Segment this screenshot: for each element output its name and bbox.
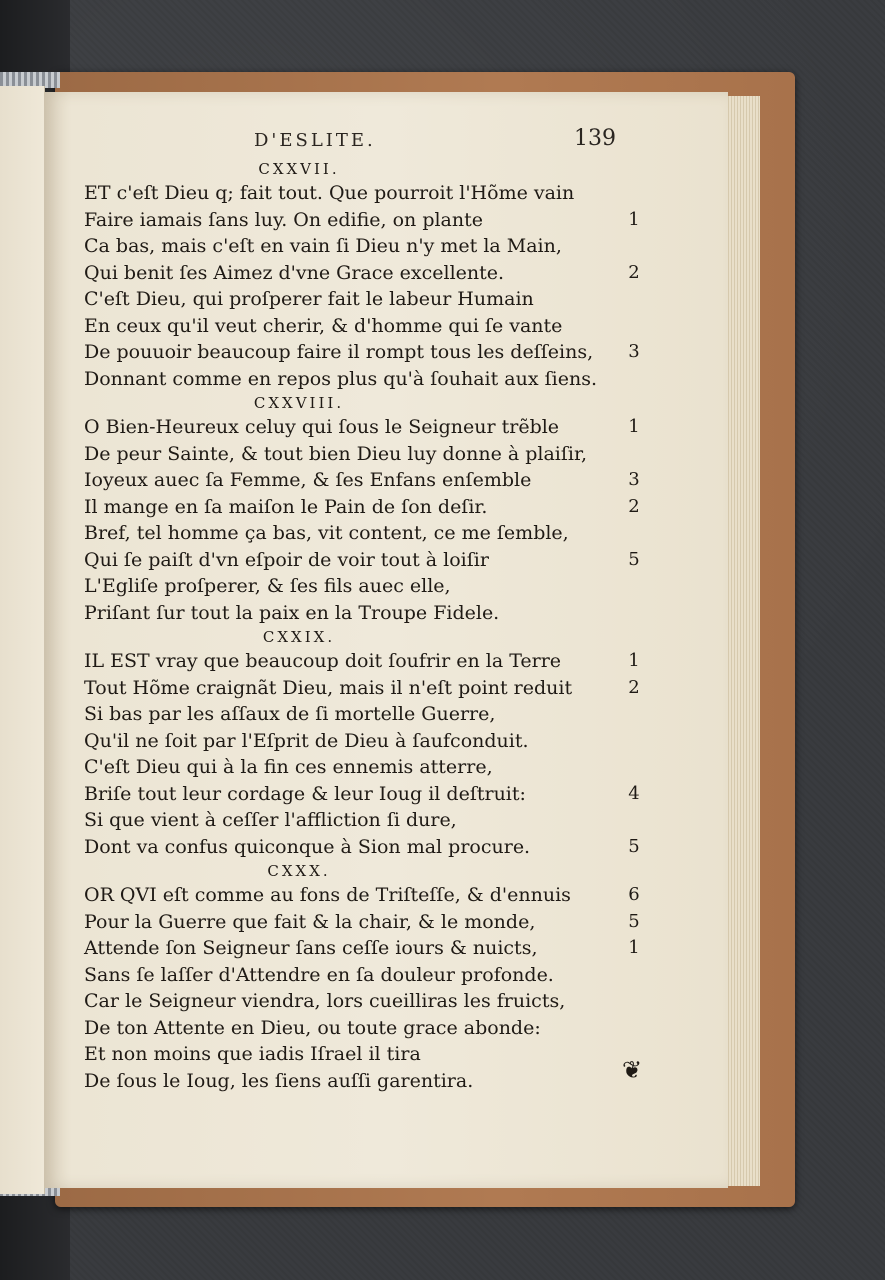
book-page <box>44 92 728 1188</box>
verse-text: Si bas par les aſſaux de ſi mortelle Guerre, <box>84 703 496 725</box>
verse-text: IL EST vray que beaucoup doit ſoufrir en la Terre <box>84 650 562 672</box>
marginal-numeral: 6 <box>628 884 640 905</box>
verse-line <box>84 339 684 366</box>
section-number: CXXIX. <box>262 628 336 646</box>
section-number: CXXVII. <box>258 160 340 178</box>
verse-line <box>84 414 684 441</box>
verse-line <box>84 701 684 728</box>
verse-text: De peur Sainte, & tout bien Dieu luy donne à plaiſir, <box>84 442 588 465</box>
verse-line <box>84 233 684 260</box>
running-head-title: D'ESLITE. <box>254 130 376 151</box>
verse-line <box>84 573 684 600</box>
verse-text: Et non moins que iadis Iſrael il tira <box>84 1043 421 1065</box>
marginal-numeral: 5 <box>628 548 640 570</box>
verse-line <box>84 834 684 861</box>
verse-line <box>84 313 684 340</box>
verse-line <box>84 207 684 234</box>
verse-text: Car le Seigneur viendra, lors cueilliras les fruicts, <box>84 990 566 1012</box>
verse-line <box>84 935 684 962</box>
section-number: CXXX. <box>267 862 331 880</box>
verse-text: Attende ſon Seigneur ſans ceſſe iours & nuicts, <box>84 937 538 959</box>
verse-line <box>84 1068 684 1095</box>
verse-text: C'eſt Dieu qui à la fin ces ennemis atterre, <box>84 756 493 778</box>
marginal-numeral: 2 <box>628 495 640 517</box>
verse-text: Sans ſe laſſer d'Attendre en ſa douleur profonde. <box>84 963 554 986</box>
facing-page-edge <box>0 86 45 1194</box>
verse-line <box>84 807 684 834</box>
verse-line <box>84 909 684 936</box>
page-number: 139 <box>574 126 616 151</box>
verse-line <box>84 494 684 521</box>
marginal-numeral: 4 <box>628 782 640 804</box>
marginal-numeral: 5 <box>628 835 640 857</box>
verse-text: Tout Hõme craignãt Dieu, mais il n'eſt point reduit <box>84 676 573 699</box>
verse-text: Priſant ſur tout la paix en la Troupe Fidele. <box>84 601 500 624</box>
marginal-numeral: 3 <box>628 341 640 362</box>
verse-text: Qui benit ſes Aimez d'vne Grace excellente. <box>84 261 505 284</box>
verse-text: Pour la Guerre que fait & la chair, & le monde, <box>84 910 536 933</box>
verse-line <box>84 520 684 547</box>
marginal-numeral: 1 <box>628 416 640 437</box>
verse-text: O Bien-Heureux celuy qui ſous le Seigneur trẽble <box>84 416 560 438</box>
verse-text: Si que vient à ceſſer l'affliction ſi dure, <box>84 809 457 831</box>
verse-text: De ton Attente en Dieu, ou toute grace abonde: <box>84 1016 541 1039</box>
verse-line <box>84 648 684 675</box>
verse-text: ET c'eſt Dieu q; fait tout. Que pourroit l'Hõme vain <box>84 182 575 204</box>
verse-text: En ceux qu'il veut cherir, & d'homme qui ſe vante <box>84 314 563 337</box>
running-head <box>44 126 728 158</box>
verse-line <box>84 467 684 494</box>
verse-text: Faire iamais ſans luy. On edifie, on plante <box>84 208 483 231</box>
verse-line <box>84 781 684 808</box>
verse-line <box>84 180 684 207</box>
verse-text: Bref, tel homme ça bas, vit content, ce me ſemble, <box>84 522 569 544</box>
marginal-numeral: 5 <box>628 910 640 932</box>
marginal-numeral: 3 <box>628 469 640 490</box>
verse-text: C'eſt Dieu, qui proſperer fait le labeur Humain <box>84 288 534 310</box>
verse-line <box>84 882 684 909</box>
verse-text: Ioyeux auec ſa Femme, & ſes Enfans enſemble <box>84 469 532 491</box>
verse-line <box>84 286 684 313</box>
verse-line <box>84 547 684 574</box>
verse-line <box>84 600 684 627</box>
verse-text: Briſe tout leur cordage & leur Ioug il deſtruit: <box>84 782 526 805</box>
verse-text: Donnant comme en repos plus qu'à ſouhait aux ſiens. <box>84 367 597 390</box>
verse-line <box>84 675 684 702</box>
verse-line <box>84 988 684 1015</box>
marginal-numeral: 1 <box>628 650 640 671</box>
marginal-numeral: 1 <box>628 937 640 958</box>
verse-text: Qu'il ne ſoit par l'Eſprit de Dieu à ſaufconduit. <box>84 729 529 752</box>
verse-text: De pouuoir beaucoup faire il rompt tous les deſſeins, <box>84 341 594 363</box>
ornament-icon: ❦ <box>622 1056 643 1084</box>
verse-text: Il mange en ſa maiſon le Pain de ſon deſir. <box>84 495 488 518</box>
verse-text: Dont va confus quiconque à Sion mal procure. <box>84 835 531 858</box>
verse-text: OR QVI eſt comme au fons de Triſteſſe, & d'ennuis <box>84 884 571 906</box>
verse-text: De ſous le Ioug, les ſiens auſſi garentira. <box>84 1069 474 1092</box>
marginal-numeral: 1 <box>628 208 640 230</box>
verse-text: Ca bas, mais c'eſt en vain ſi Dieu n'y met la Main, <box>84 235 562 257</box>
section-number: CXXVIII. <box>253 394 345 412</box>
marginal-numeral: 2 <box>628 261 640 283</box>
verse-line <box>84 1015 684 1042</box>
marginal-numeral: 2 <box>628 676 640 698</box>
verse-line <box>84 260 684 287</box>
verse-line <box>84 366 684 393</box>
verse-line <box>84 728 684 755</box>
verse-text: L'Egliſe proſperer, & ſes fils auec elle, <box>84 575 451 597</box>
text-block <box>84 158 684 1094</box>
verse-text: Qui ſe paiſt d'vn eſpoir de voir tout à loiſir <box>84 548 489 571</box>
verse-line <box>84 962 684 989</box>
verse-line <box>84 1041 684 1068</box>
verse-line <box>84 441 684 468</box>
verse-line <box>84 754 684 781</box>
